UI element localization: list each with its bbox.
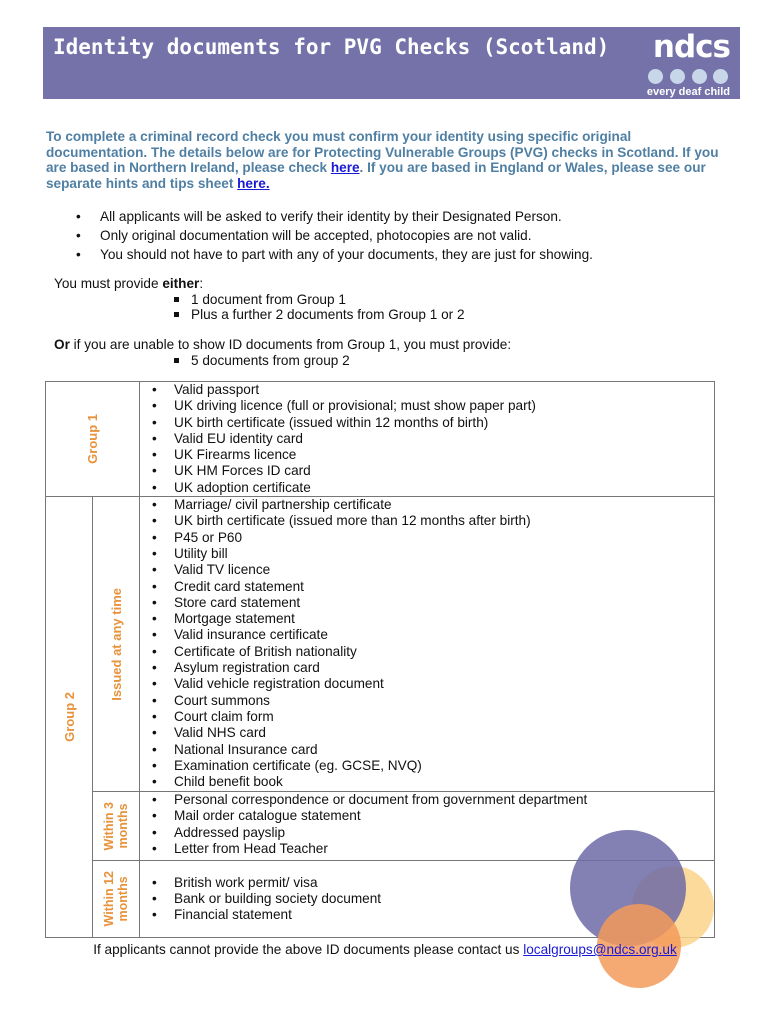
list-item: • Examination certificate (eg. GCSE, NVQ) xyxy=(140,758,714,774)
or-item: 5 documents from group 2 xyxy=(54,353,734,369)
anytime-list-cell xyxy=(140,497,715,792)
list-item: • Child benefit book xyxy=(140,774,714,790)
anytime-label: Issued at any time xyxy=(108,587,124,701)
list-item: • Utility bill xyxy=(140,546,714,562)
list-item: • Certificate of British nationality xyxy=(140,644,714,660)
either-lead: You must provide either: xyxy=(54,276,204,291)
key-point: • All applicants will be asked to verify their identity by their Designated Person. xyxy=(76,207,736,226)
logo-wordmark: ndcs xyxy=(652,29,730,65)
intro-text-1: To complete a criminal record check you must confirm your identity using specific original documentation. The details below are for Protecting Vulnerable Groups (PVG) checks in Scotland. If you are based in Northern Ireland, please check xyxy=(46,129,719,176)
list-item: • Asylum registration card xyxy=(140,660,714,676)
page-title: Identity documents for PVG Checks (Scotland) xyxy=(53,35,610,59)
list-item: • Valid insurance certificate xyxy=(140,627,714,643)
group2-label: Group 2 xyxy=(61,692,77,742)
page-header xyxy=(43,27,740,99)
group1-list-cell xyxy=(140,382,715,497)
intro-paragraph xyxy=(46,129,726,191)
list-item: • UK driving licence (full or provisional; must show paper part) xyxy=(140,398,714,414)
or-lead: Or if you are unable to show ID documents from Group 1, you must provide: xyxy=(54,337,512,352)
logo-dots xyxy=(648,69,728,85)
intro-text-2: . If you are based in England or Wales, please see our separate hints and tips sheet xyxy=(46,160,706,191)
list-item: • UK HM Forces ID card xyxy=(140,463,714,479)
footer-text: If applicants cannot provide the above ID documents please contact us xyxy=(93,942,524,957)
contact-email-link[interactable]: localgroups@ndcs.org.uk xyxy=(523,942,677,957)
list-item: • Letter from Head Teacher xyxy=(140,841,714,857)
group1-list xyxy=(140,382,714,496)
list-item: • Valid EU identity card xyxy=(140,431,714,447)
list-item: • Mortgage statement xyxy=(140,611,714,627)
decorative-circles-icon xyxy=(560,826,720,1016)
within3-label: Within 3 months xyxy=(102,801,130,851)
footer-contact xyxy=(0,942,770,957)
list-item: • UK Firearms licence xyxy=(140,447,714,463)
group1-cell xyxy=(46,382,140,497)
list-item: • Bank or building society document xyxy=(140,891,714,907)
either-block xyxy=(54,276,734,323)
list-item: • Valid vehicle registration document xyxy=(140,676,714,692)
group1-label: Group 1 xyxy=(85,414,100,464)
list-item: • British work permit/ visa xyxy=(140,875,714,891)
within12-label: Within 12 months xyxy=(102,871,130,927)
logo-tagline: every deaf child xyxy=(646,86,730,98)
list-item: • Store card statement xyxy=(140,595,714,611)
list-item: • Valid NHS card xyxy=(140,725,714,741)
list-item: • UK birth certificate (issued within 12 months of birth) xyxy=(140,415,714,431)
list-item: • Valid TV licence xyxy=(140,562,714,578)
within12-cell xyxy=(93,861,140,938)
key-point: • You should not have to part with any of your documents, they are just for showing. xyxy=(76,245,736,264)
list-item: • Credit card statement xyxy=(140,579,714,595)
list-item: • National Insurance card xyxy=(140,742,714,758)
list-item: • Marriage/ civil partnership certificate xyxy=(140,497,714,513)
key-points-list xyxy=(76,207,736,264)
list-item: • Court claim form xyxy=(140,709,714,725)
anytime-list xyxy=(140,497,714,790)
list-item: • Mail order catalogue statement xyxy=(140,808,714,824)
list-item: • Valid passport xyxy=(140,382,714,398)
northern-ireland-link[interactable]: here xyxy=(330,160,360,176)
group2-cell xyxy=(46,497,93,938)
list-item: • UK adoption certificate xyxy=(140,480,714,496)
ndcs-logo xyxy=(640,31,730,97)
hints-tips-link[interactable]: here. xyxy=(237,175,270,191)
list-item: • Addressed payslip xyxy=(140,825,714,841)
either-item: 1 document from Group 1 xyxy=(54,292,734,308)
list-item: • P45 or P60 xyxy=(140,530,714,546)
anytime-cell xyxy=(93,497,140,792)
within3-cell xyxy=(93,792,140,861)
list-item: • Court summons xyxy=(140,693,714,709)
or-block xyxy=(54,337,734,368)
either-item: Plus a further 2 documents from Group 1 or 2 xyxy=(54,307,734,323)
key-point: • Only original documentation will be accepted, photocopies are not valid. xyxy=(76,226,736,245)
list-item: • Personal correspondence or document from government department xyxy=(140,792,714,808)
list-item: • Financial statement xyxy=(140,907,714,923)
list-item: • UK birth certificate (issued more than 12 months after birth) xyxy=(140,513,714,529)
